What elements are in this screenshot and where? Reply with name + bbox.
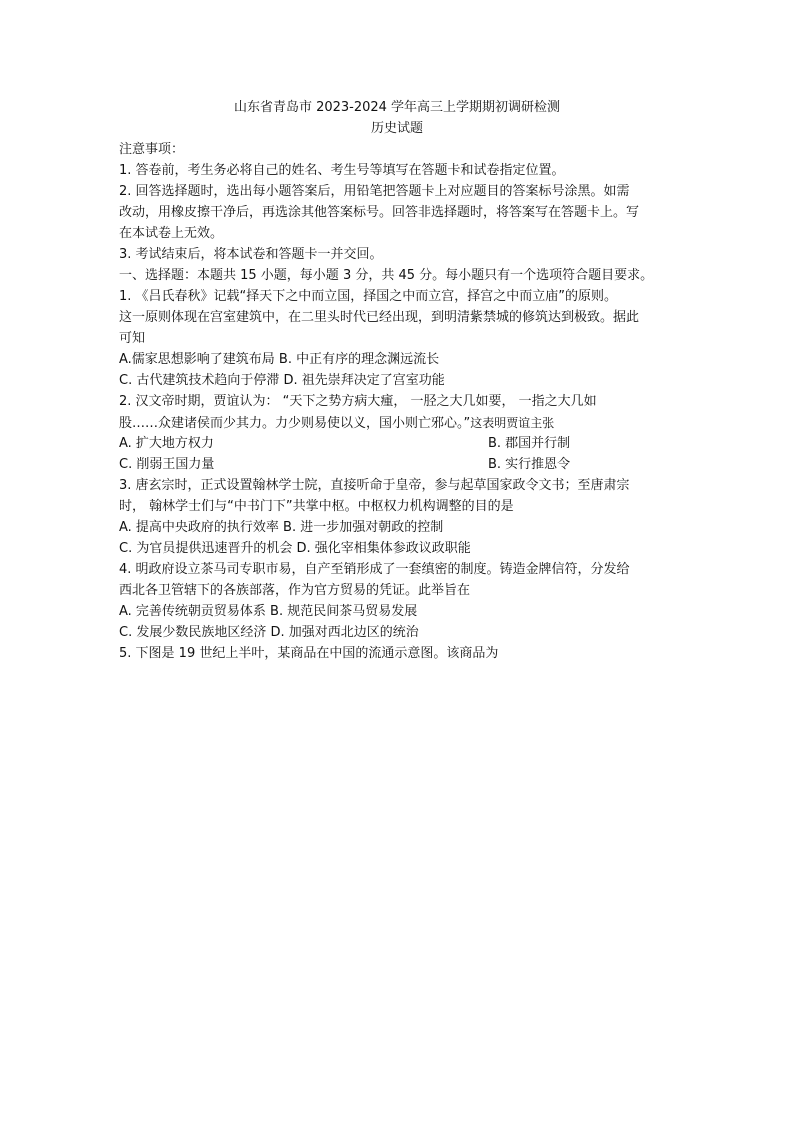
question-1-line-2: 这一原则体现在宫室建筑中，在二里头时代已经出现，到明清紫禁城的修筑达到极致。据此 — [119, 310, 640, 325]
section-1-heading: 一、选择题：本题共 15 小题，每小题 3 分，共 45 分。每小题只有一个选项符合题目要求。 — [119, 268, 654, 283]
question-5-line-1: 5. 下图是 19 世纪上半叶，某商品在中国的流通示意图。该商品为 — [119, 646, 499, 661]
question-2-option-c: C. 削弱王国力量 — [119, 457, 215, 472]
question-1-line-1: 1. 《吕氏春秋》记载“择天下之中而立国，择国之中而立宫，择宫之中而立庙”的原则。 — [119, 289, 618, 304]
notice-item-2-line-1: 2. 回答选择题时，选出每小题答案后，用铅笔把答题卡上对应题目的答案标号涂黑。如需 — [119, 184, 630, 199]
exam-subtitle: 历史试题 — [370, 121, 423, 136]
question-2-prompt: 这表明贾谊主张 — [470, 416, 555, 430]
question-4-line-1: 4. 明政府设立茶马司专职市易，自产至销形成了一套缜密的制度。铸造金牌信符，分发给 — [119, 562, 630, 577]
question-1-options-cd: C. 古代建筑技术趋向于停滞 D. 祖先崇拜决定了宫室功能 — [119, 373, 445, 388]
question-2-line-1: 2. 汉文帝时期，贾谊认为： “天下之势方病大瘇， 一胫之大几如要， 一指之大几如 — [119, 394, 597, 409]
question-2-line-2 — [119, 414, 554, 433]
question-2-quote-end: 股……众建诸侯而少其力。力少则易使以义，国小则亡邪心。” — [119, 416, 471, 431]
question-4-options-cd: C. 发展少数民族地区经济 D. 加强对西北边区的统治 — [119, 625, 419, 640]
question-1-line-3: 可知 — [119, 331, 146, 346]
exam-title: 山东省青岛市 2023-2024 学年高三上学期期初调研检测 — [233, 100, 561, 115]
question-2-option-b: B. 郡国并行制 — [488, 436, 571, 451]
question-4-line-2: 西北各卫管辖下的各族部落，作为官方贸易的凭证。此举旨在 — [119, 583, 471, 598]
notice-item-2-line-2: 改动，用橡皮擦干净后，再选涂其他答案标号。回答非选择题时，将答案写在答题卡上。写 — [119, 205, 640, 220]
question-2-option-d: B. 实行推恩令 — [488, 457, 571, 472]
notice-heading: 注意事项： — [119, 142, 185, 157]
question-1-options-ab: A.儒家思想影响了建筑布局 B. 中正有序的理念渊远流长 — [119, 352, 440, 367]
notice-item-1: 1. 答卷前，考生务必将自己的姓名、考生号等填写在答题卡和试卷指定位置。 — [119, 163, 565, 178]
question-3-line-1: 3. 唐玄宗时，正式设置翰林学士院，直接听命于皇帝，参与起草国家政令文书；至唐肃宗 — [119, 478, 630, 493]
question-2-option-a: A. 扩大地方权力 — [119, 436, 214, 451]
notice-item-2-line-3: 在本试卷上无效。 — [119, 226, 224, 241]
notice-item-3: 3. 考试结束后，将本试卷和答题卡一并交回。 — [119, 247, 383, 262]
question-4-options-ab: A. 完善传统朝贡贸易体系 B. 规范民间茶马贸易发展 — [119, 604, 418, 619]
question-3-options-ab: A. 提高中央政府的执行效率 B. 进一步加强对朝政的控制 — [119, 520, 444, 535]
question-3-line-2: 时， 翰林学士们与“中书门下”共掌中枢。中枢权力机构调整的目的是 — [119, 499, 514, 514]
question-3-options-cd: C. 为官员提供迅速晋升的机会 D. 强化宰相集体参政议政职能 — [119, 541, 471, 556]
